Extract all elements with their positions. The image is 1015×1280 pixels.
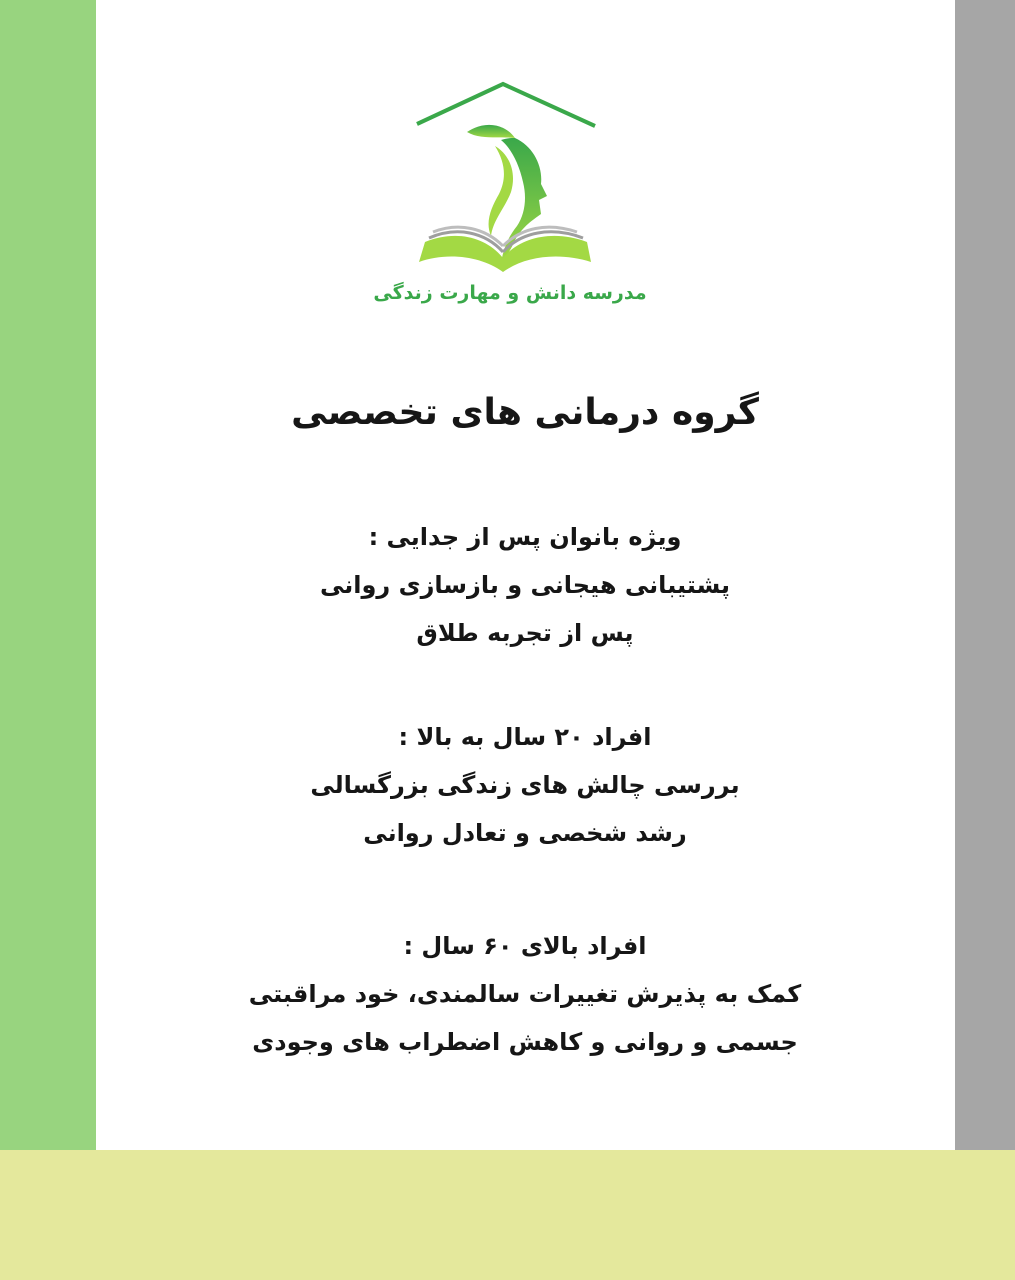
section-women-after-divorce <box>120 513 930 657</box>
section-line: بررسی چالش های زندگی بزرگسالی <box>310 771 740 799</box>
bottom-color-band <box>0 1150 1015 1280</box>
section-line: کمک به پذیرش تغییرات سالمندی، خود مراقبتی <box>248 980 802 1008</box>
section-heading: افراد بالای ۶۰ سال : <box>403 932 647 960</box>
section-heading: ویژه بانوان پس از جدایی : <box>368 523 682 551</box>
section-line: جسمی و روانی و کاهش اضطراب های وجودی <box>252 1028 798 1056</box>
house-head-book-logo-icon <box>405 80 605 280</box>
section-seniors-60-plus <box>120 922 930 1066</box>
section-line: پشتیبانی هیجانی و بازسازی روانی <box>319 571 731 599</box>
leaf-icon <box>467 125 515 138</box>
section-line: پس از تجربه طلاق <box>416 619 634 647</box>
section-heading: افراد ۲۰ سال به بالا : <box>398 723 652 751</box>
right-color-band <box>955 0 1015 1150</box>
section-line: رشد شخصی و تعادل روانی <box>363 819 687 847</box>
roof-icon <box>417 84 595 126</box>
page-title: گروه درمانی های تخصصی <box>291 392 759 433</box>
swirl-icon <box>489 146 513 236</box>
left-color-band <box>0 0 96 1150</box>
school-name: مدرسه دانش و مهارت زندگی <box>373 282 647 304</box>
section-adults-20-plus <box>120 713 930 857</box>
school-logo <box>405 80 605 280</box>
